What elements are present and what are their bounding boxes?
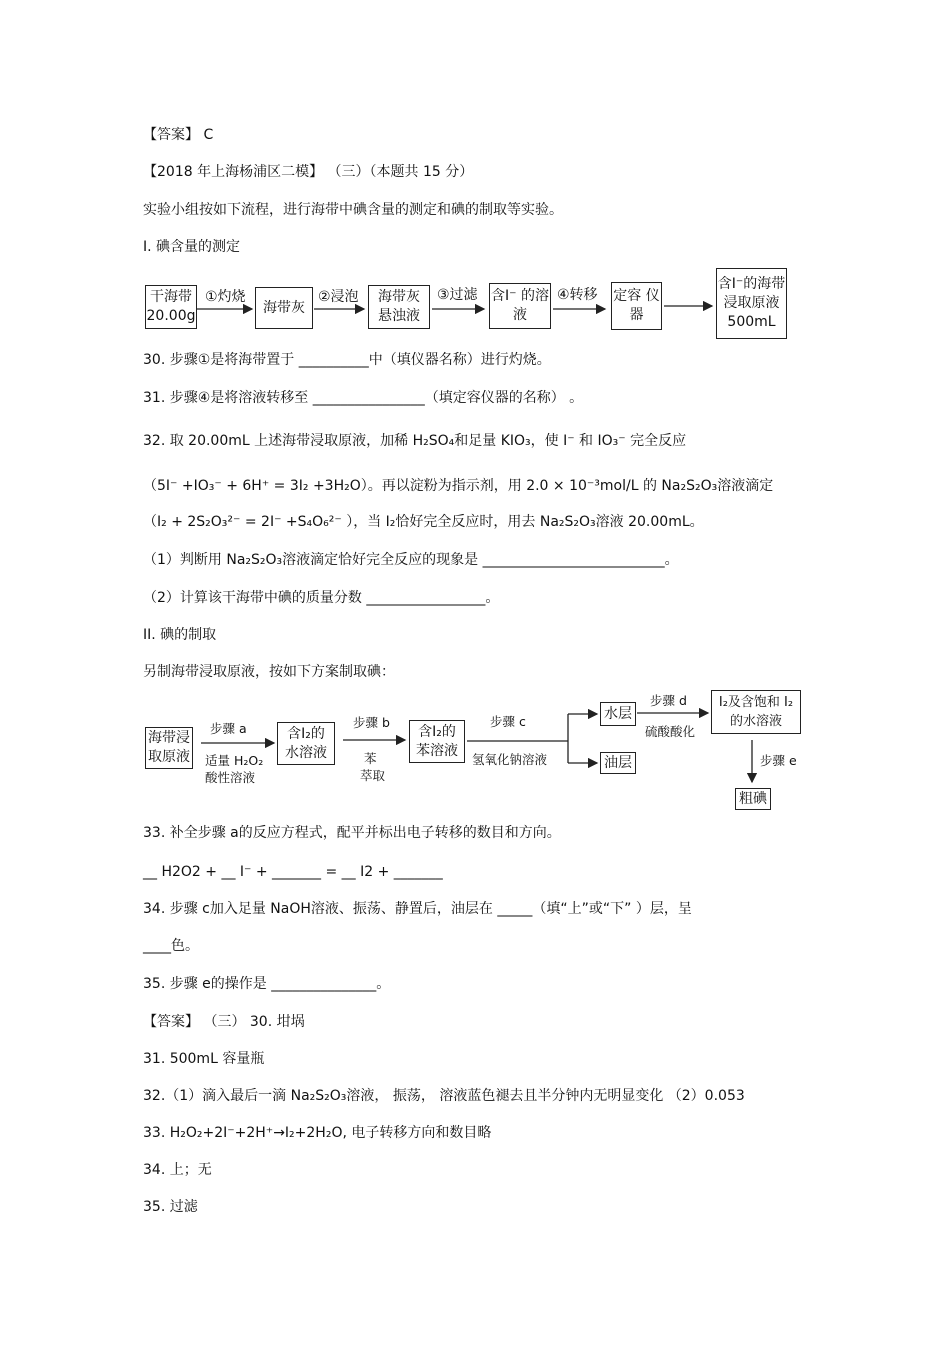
question-33: 33. 补全步骤 a的反应方程式，配平并标出电子转移的数目和方向。 [143, 825, 561, 841]
box-water-layer-label: 水层 [604, 705, 632, 722]
question-35: 35. 步骤 e的操作是 _______________。 [143, 976, 391, 992]
intro-2-text: 另制海带浸取原液，按如下方案制取碘： [143, 664, 395, 680]
step-a-label: 步骤 a [210, 721, 247, 736]
question-33-equation: __ H2O2 + __ I⁻ + _______ = __ I2 + _______ [143, 864, 443, 880]
box-iodide-solution-label: 含I⁻ 的溶液 [491, 288, 549, 323]
step-3-label: ③过滤 [437, 287, 478, 303]
answer-34: 34. 上；无 [143, 1162, 212, 1178]
box-iodine-aqueous [277, 722, 335, 765]
box-iodine-benzene-label: 含I₂的 苯溶液 [416, 723, 458, 759]
step-a-reagent: 适量 H₂O₂ [205, 753, 264, 768]
step-d-operation: 硫酸酸化 [645, 724, 696, 739]
box-dry-kelp-label: 干海带 20.00g [146, 289, 196, 324]
step-1-label: ①灼烧 [205, 289, 246, 305]
box-kelp-ash-label: 海带灰 [263, 299, 305, 316]
box-volumetric-instrument-label: 定容 仪器 [613, 288, 660, 323]
box-iodine-mixture-label: I₂及含饱和 I₂ 的水溶液 [718, 695, 794, 729]
box-oil-layer [600, 752, 636, 774]
question-30: 30. 步骤①是将海带置于 __________中（填仪器名称）进行灼烧。 [143, 352, 551, 368]
box-kelp-extract-label: 含I⁻的海带 浸取原液 500mL [717, 276, 786, 330]
question-header: 【2018 年上海杨浦区二模】 （三）（本题共 15 分） [143, 164, 474, 180]
answer-header: 【答案】 （三） 30. 坩埚 [143, 1014, 305, 1030]
question-32-part-2: （2）计算该干海带中碘的质量分数 _________________。 [143, 590, 500, 606]
question-34: 34. 步骤 c加入足量 NaOH溶液、振荡、静置后，油层在 _____（填“上”或“下” ）层，呈 [143, 901, 692, 917]
step-a-condition: 酸性溶液 [205, 770, 256, 785]
answer-35: 35. 过滤 [143, 1199, 198, 1215]
answer-33: 33. H₂O₂+2I⁻+2H⁺→I₂+2H₂O, 电子转移方向和数目略 [143, 1125, 492, 1141]
question-31: 31. 步骤④是将溶液转移至 ________________（填定容仪器的名称） 。 [143, 390, 584, 406]
question-32-reaction-2: （I₂ + 2S₂O₃²⁻ = 2I⁻ +S₄O₆²⁻ ），当 I₂恰好完全反应时，用去 Na₂S₂O₃溶液 20.00mL。 [143, 514, 704, 530]
step-2-label: ②浸泡 [318, 289, 359, 305]
step-b-label: 步骤 b [353, 715, 390, 730]
question-34-continued: ____色。 [143, 938, 199, 954]
box-water-layer [600, 702, 636, 726]
step-c-label: 步骤 c [490, 714, 526, 729]
step-e-label: 步骤 e [760, 753, 797, 768]
box-crude-iodine [735, 788, 771, 810]
intro-text: 实验小组按如下流程，进行海带中碘含量的测定和碘的制取等实验。 [143, 202, 563, 218]
box-kelp-extract-2-label: 海带浸 取原液 [148, 730, 190, 765]
answer-line: 【答案】 C [143, 127, 214, 143]
step-b-reagent: 苯 [364, 751, 377, 766]
box-iodine-benzene [409, 720, 465, 763]
step-d-label: 步骤 d [650, 693, 687, 708]
step-c-reagent: 氢氧化钠溶液 [472, 752, 548, 767]
step-4-label: ④转移 [557, 287, 598, 303]
step-b-operation: 萃取 [360, 768, 386, 783]
section-2-title: II. 碘的制取 [143, 627, 217, 643]
section-1-title: I. 碘含量的测定 [143, 239, 241, 255]
box-iodine-mixture [711, 690, 801, 734]
box-crude-iodine-label: 粗碘 [739, 790, 767, 807]
box-kelp-extract-2 [145, 727, 193, 769]
question-32-part-1: （1）判断用 Na₂S₂O₃溶液滴定恰好完全反应的现象是 __________________________。 [143, 552, 679, 568]
question-32-reaction-1: （5I⁻ +IO₃⁻ + 6H⁺ = 3I₂ +3H₂O）。再以淀粉为指示剂，用 2.0 × 10⁻³mol/L 的 Na₂S₂O₃溶液滴定 [143, 478, 774, 494]
answer-32: 32.（1）滴入最后一滴 Na₂S₂O₃溶液， 振荡， 溶液蓝色褪去且半分钟内无明显变化 （2）0.053 [143, 1088, 745, 1104]
box-iodine-aqueous-label: 含I₂的 水溶液 [285, 725, 327, 761]
box-ash-suspension-label: 海带灰 悬浊液 [378, 289, 420, 324]
question-32: 32. 取 20.00mL 上述海带浸取原液，加稀 H₂SO₄和足量 KIO₃，使 I⁻ 和 IO₃⁻ 完全反应 [143, 433, 687, 449]
box-oil-layer-label: 油层 [604, 754, 632, 771]
answer-31: 31. 500mL 容量瓶 [143, 1051, 265, 1067]
